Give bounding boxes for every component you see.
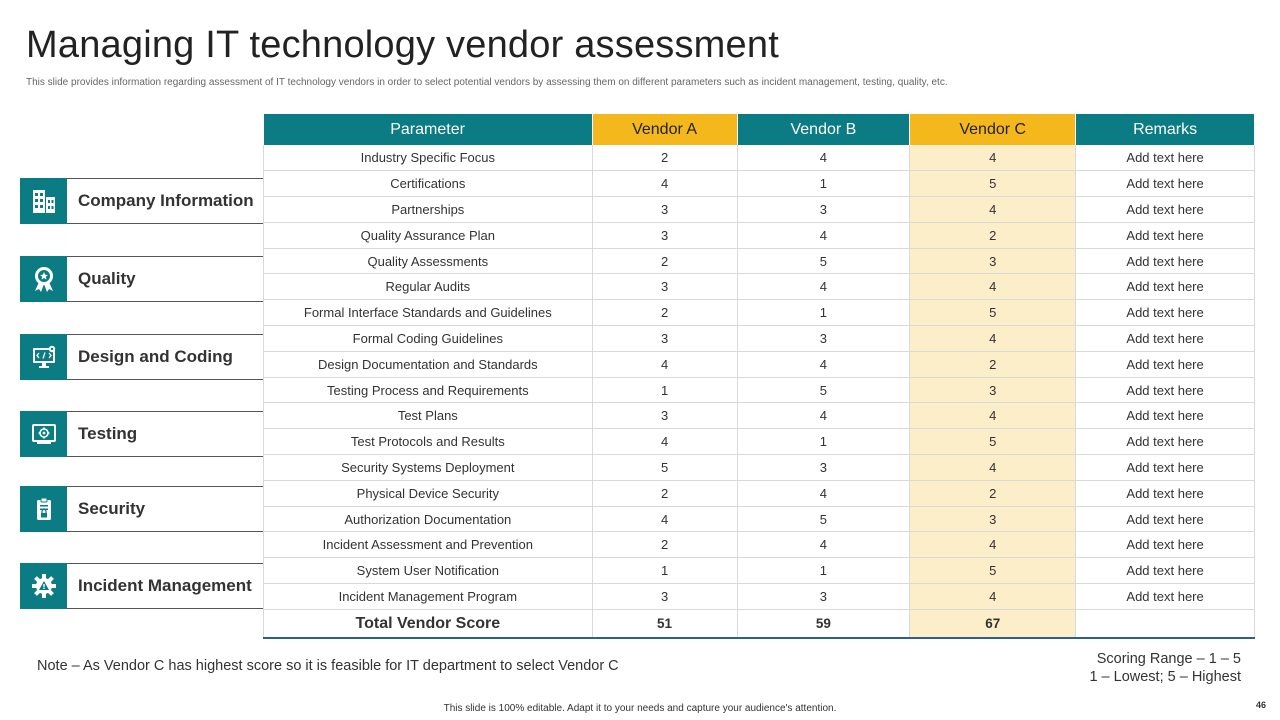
header-remarks: Remarks	[1076, 114, 1255, 145]
cell-parameter: Regular Audits	[264, 274, 593, 300]
cell-parameter: Incident Management Program	[264, 584, 593, 610]
clipboard-lock-icon	[20, 486, 67, 532]
cell-vendor-a: 4	[592, 429, 737, 455]
category-label: Quality	[78, 269, 136, 288]
cell-vendor-c: 4	[910, 584, 1076, 610]
cell-parameter: Formal Coding Guidelines	[264, 326, 593, 352]
scoring-range-line: Scoring Range – 1 – 5	[1096, 651, 1241, 667]
cell-remarks: Add text here	[1076, 506, 1255, 532]
cell-vendor-b: 5	[737, 506, 910, 532]
cell-vendor-c: 4	[910, 532, 1076, 558]
page-number: 46	[1255, 700, 1266, 710]
cell-vendor-a: 2	[592, 300, 737, 326]
slide-title: Managing IT technology vendor assessment	[26, 24, 779, 66]
table-row	[264, 506, 1255, 532]
cell-vendor-b: 4	[737, 480, 910, 506]
cell-parameter: Quality Assessments	[264, 248, 593, 274]
slide-subtitle: This slide provides information regarding assessment of IT technology vendors in order to select potential vendors by assessing them on different parameters such as incident management, testing, quality, etc.	[26, 77, 948, 88]
cell-parameter: Test Protocols and Results	[264, 429, 593, 455]
test-screen-icon	[20, 411, 67, 457]
cell-parameter: Security Systems Deployment	[264, 455, 593, 481]
building-icon	[20, 178, 67, 224]
category-design-and-coding	[20, 334, 263, 380]
scoring-scale-line: 1 – Lowest; 5 – Highest	[1089, 669, 1241, 685]
cell-vendor-a: 2	[592, 248, 737, 274]
table-row	[264, 377, 1255, 403]
table-row	[264, 326, 1255, 352]
cell-vendor-c: 2	[910, 351, 1076, 377]
cell-vendor-c: 3	[910, 506, 1076, 532]
total-remarks	[1076, 609, 1255, 638]
cell-parameter: Formal Interface Standards and Guidelines	[264, 300, 593, 326]
cell-vendor-c: 4	[910, 403, 1076, 429]
category-company-information	[20, 178, 263, 224]
cell-parameter: Testing Process and Requirements	[264, 377, 593, 403]
table-row	[264, 222, 1255, 248]
cell-vendor-c: 5	[910, 300, 1076, 326]
cell-vendor-a: 5	[592, 455, 737, 481]
cell-parameter: Incident Assessment and Prevention	[264, 532, 593, 558]
cell-vendor-c: 4	[910, 274, 1076, 300]
table-row	[264, 558, 1255, 584]
cell-parameter: Authorization Documentation	[264, 506, 593, 532]
cell-vendor-b: 1	[737, 171, 910, 197]
cell-parameter: Test Plans	[264, 403, 593, 429]
cell-vendor-b: 4	[737, 532, 910, 558]
cell-remarks: Add text here	[1076, 222, 1255, 248]
total-vendor-c: 67	[910, 609, 1076, 638]
cell-vendor-c: 4	[910, 326, 1076, 352]
total-label: Total Vendor Score	[264, 609, 593, 638]
cell-vendor-a: 1	[592, 377, 737, 403]
cell-vendor-b: 5	[737, 377, 910, 403]
cell-remarks: Add text here	[1076, 145, 1255, 171]
cell-vendor-a: 1	[592, 558, 737, 584]
cell-vendor-b: 4	[737, 403, 910, 429]
cell-vendor-b: 5	[737, 248, 910, 274]
cell-vendor-c: 4	[910, 197, 1076, 223]
cell-vendor-c: 3	[910, 248, 1076, 274]
total-row	[264, 609, 1255, 638]
scoring-range	[1089, 650, 1241, 686]
cell-vendor-b: 3	[737, 455, 910, 481]
cell-vendor-b: 1	[737, 300, 910, 326]
table-row	[264, 248, 1255, 274]
table-row	[264, 429, 1255, 455]
cell-remarks: Add text here	[1076, 248, 1255, 274]
footer-text: This slide is 100% editable. Adapt it to your needs and capture your audience's attention.	[443, 703, 837, 714]
cell-parameter: Physical Device Security	[264, 480, 593, 506]
cell-vendor-b: 1	[737, 558, 910, 584]
cell-vendor-a: 2	[592, 480, 737, 506]
category-label: Security	[78, 499, 146, 518]
category-security	[20, 486, 263, 532]
cell-remarks: Add text here	[1076, 480, 1255, 506]
cell-vendor-c: 5	[910, 171, 1076, 197]
cell-vendor-b: 3	[737, 326, 910, 352]
cell-remarks: Add text here	[1076, 377, 1255, 403]
cell-parameter: Industry Specific Focus	[264, 145, 593, 171]
cell-vendor-b: 4	[737, 222, 910, 248]
table-row	[264, 300, 1255, 326]
total-vendor-a: 51	[592, 609, 737, 638]
cell-vendor-a: 4	[592, 351, 737, 377]
award-badge-icon	[20, 256, 67, 302]
category-label: Design and Coding	[78, 347, 233, 366]
category-testing	[20, 411, 263, 457]
table-row	[264, 351, 1255, 377]
cell-parameter: Design Documentation and Standards	[264, 351, 593, 377]
category-quality	[20, 256, 263, 302]
cell-remarks: Add text here	[1076, 351, 1255, 377]
table-row	[264, 532, 1255, 558]
cell-vendor-c: 2	[910, 480, 1076, 506]
category-label: Company Information	[78, 191, 254, 210]
header-vendor-b: Vendor B	[737, 114, 910, 145]
vendor-assessment-table	[263, 114, 1255, 639]
cell-vendor-a: 3	[592, 222, 737, 248]
cell-parameter: System User Notification	[264, 558, 593, 584]
gear-warning-icon	[20, 563, 67, 609]
cell-vendor-b: 4	[737, 351, 910, 377]
cell-remarks: Add text here	[1076, 326, 1255, 352]
cell-remarks: Add text here	[1076, 300, 1255, 326]
cell-remarks: Add text here	[1076, 171, 1255, 197]
cell-remarks: Add text here	[1076, 274, 1255, 300]
cell-vendor-a: 3	[592, 403, 737, 429]
cell-remarks: Add text here	[1076, 455, 1255, 481]
cell-vendor-a: 2	[592, 145, 737, 171]
category-label: Incident Management	[78, 576, 252, 595]
cell-vendor-a: 3	[592, 274, 737, 300]
table-row	[264, 197, 1255, 223]
table-header-row	[264, 114, 1255, 145]
cell-vendor-c: 2	[910, 222, 1076, 248]
cell-vendor-a: 4	[592, 506, 737, 532]
cell-vendor-c: 4	[910, 455, 1076, 481]
cell-vendor-b: 4	[737, 274, 910, 300]
table-row	[264, 584, 1255, 610]
cell-remarks: Add text here	[1076, 429, 1255, 455]
table-row	[264, 480, 1255, 506]
cell-parameter: Partnerships	[264, 197, 593, 223]
cell-remarks: Add text here	[1076, 197, 1255, 223]
table-row	[264, 403, 1255, 429]
cell-vendor-c: 5	[910, 429, 1076, 455]
cell-remarks: Add text here	[1076, 532, 1255, 558]
header-vendor-a: Vendor A	[592, 114, 737, 145]
cell-remarks: Add text here	[1076, 584, 1255, 610]
cell-remarks: Add text here	[1076, 403, 1255, 429]
cell-vendor-b: 4	[737, 145, 910, 171]
cell-vendor-a: 4	[592, 171, 737, 197]
selection-note: Note – As Vendor C has highest score so it is feasible for IT department to select Vendor C	[37, 658, 619, 674]
table-row	[264, 171, 1255, 197]
cell-vendor-a: 3	[592, 326, 737, 352]
cell-vendor-a: 2	[592, 532, 737, 558]
category-label: Testing	[78, 424, 138, 443]
table-row	[264, 274, 1255, 300]
table-row	[264, 455, 1255, 481]
cell-parameter: Quality Assurance Plan	[264, 222, 593, 248]
cell-vendor-a: 3	[592, 584, 737, 610]
cell-vendor-a: 3	[592, 197, 737, 223]
cell-vendor-b: 1	[737, 429, 910, 455]
cell-vendor-b: 3	[737, 584, 910, 610]
category-incident-management	[20, 563, 263, 609]
cell-vendor-c: 4	[910, 145, 1076, 171]
cell-vendor-c: 5	[910, 558, 1076, 584]
total-vendor-b: 59	[737, 609, 910, 638]
header-vendor-c: Vendor C	[910, 114, 1076, 145]
cell-parameter: Certifications	[264, 171, 593, 197]
cell-vendor-b: 3	[737, 197, 910, 223]
code-monitor-icon	[20, 334, 67, 380]
table-row	[264, 145, 1255, 171]
cell-vendor-c: 3	[910, 377, 1076, 403]
cell-remarks: Add text here	[1076, 558, 1255, 584]
header-parameter: Parameter	[264, 114, 593, 145]
